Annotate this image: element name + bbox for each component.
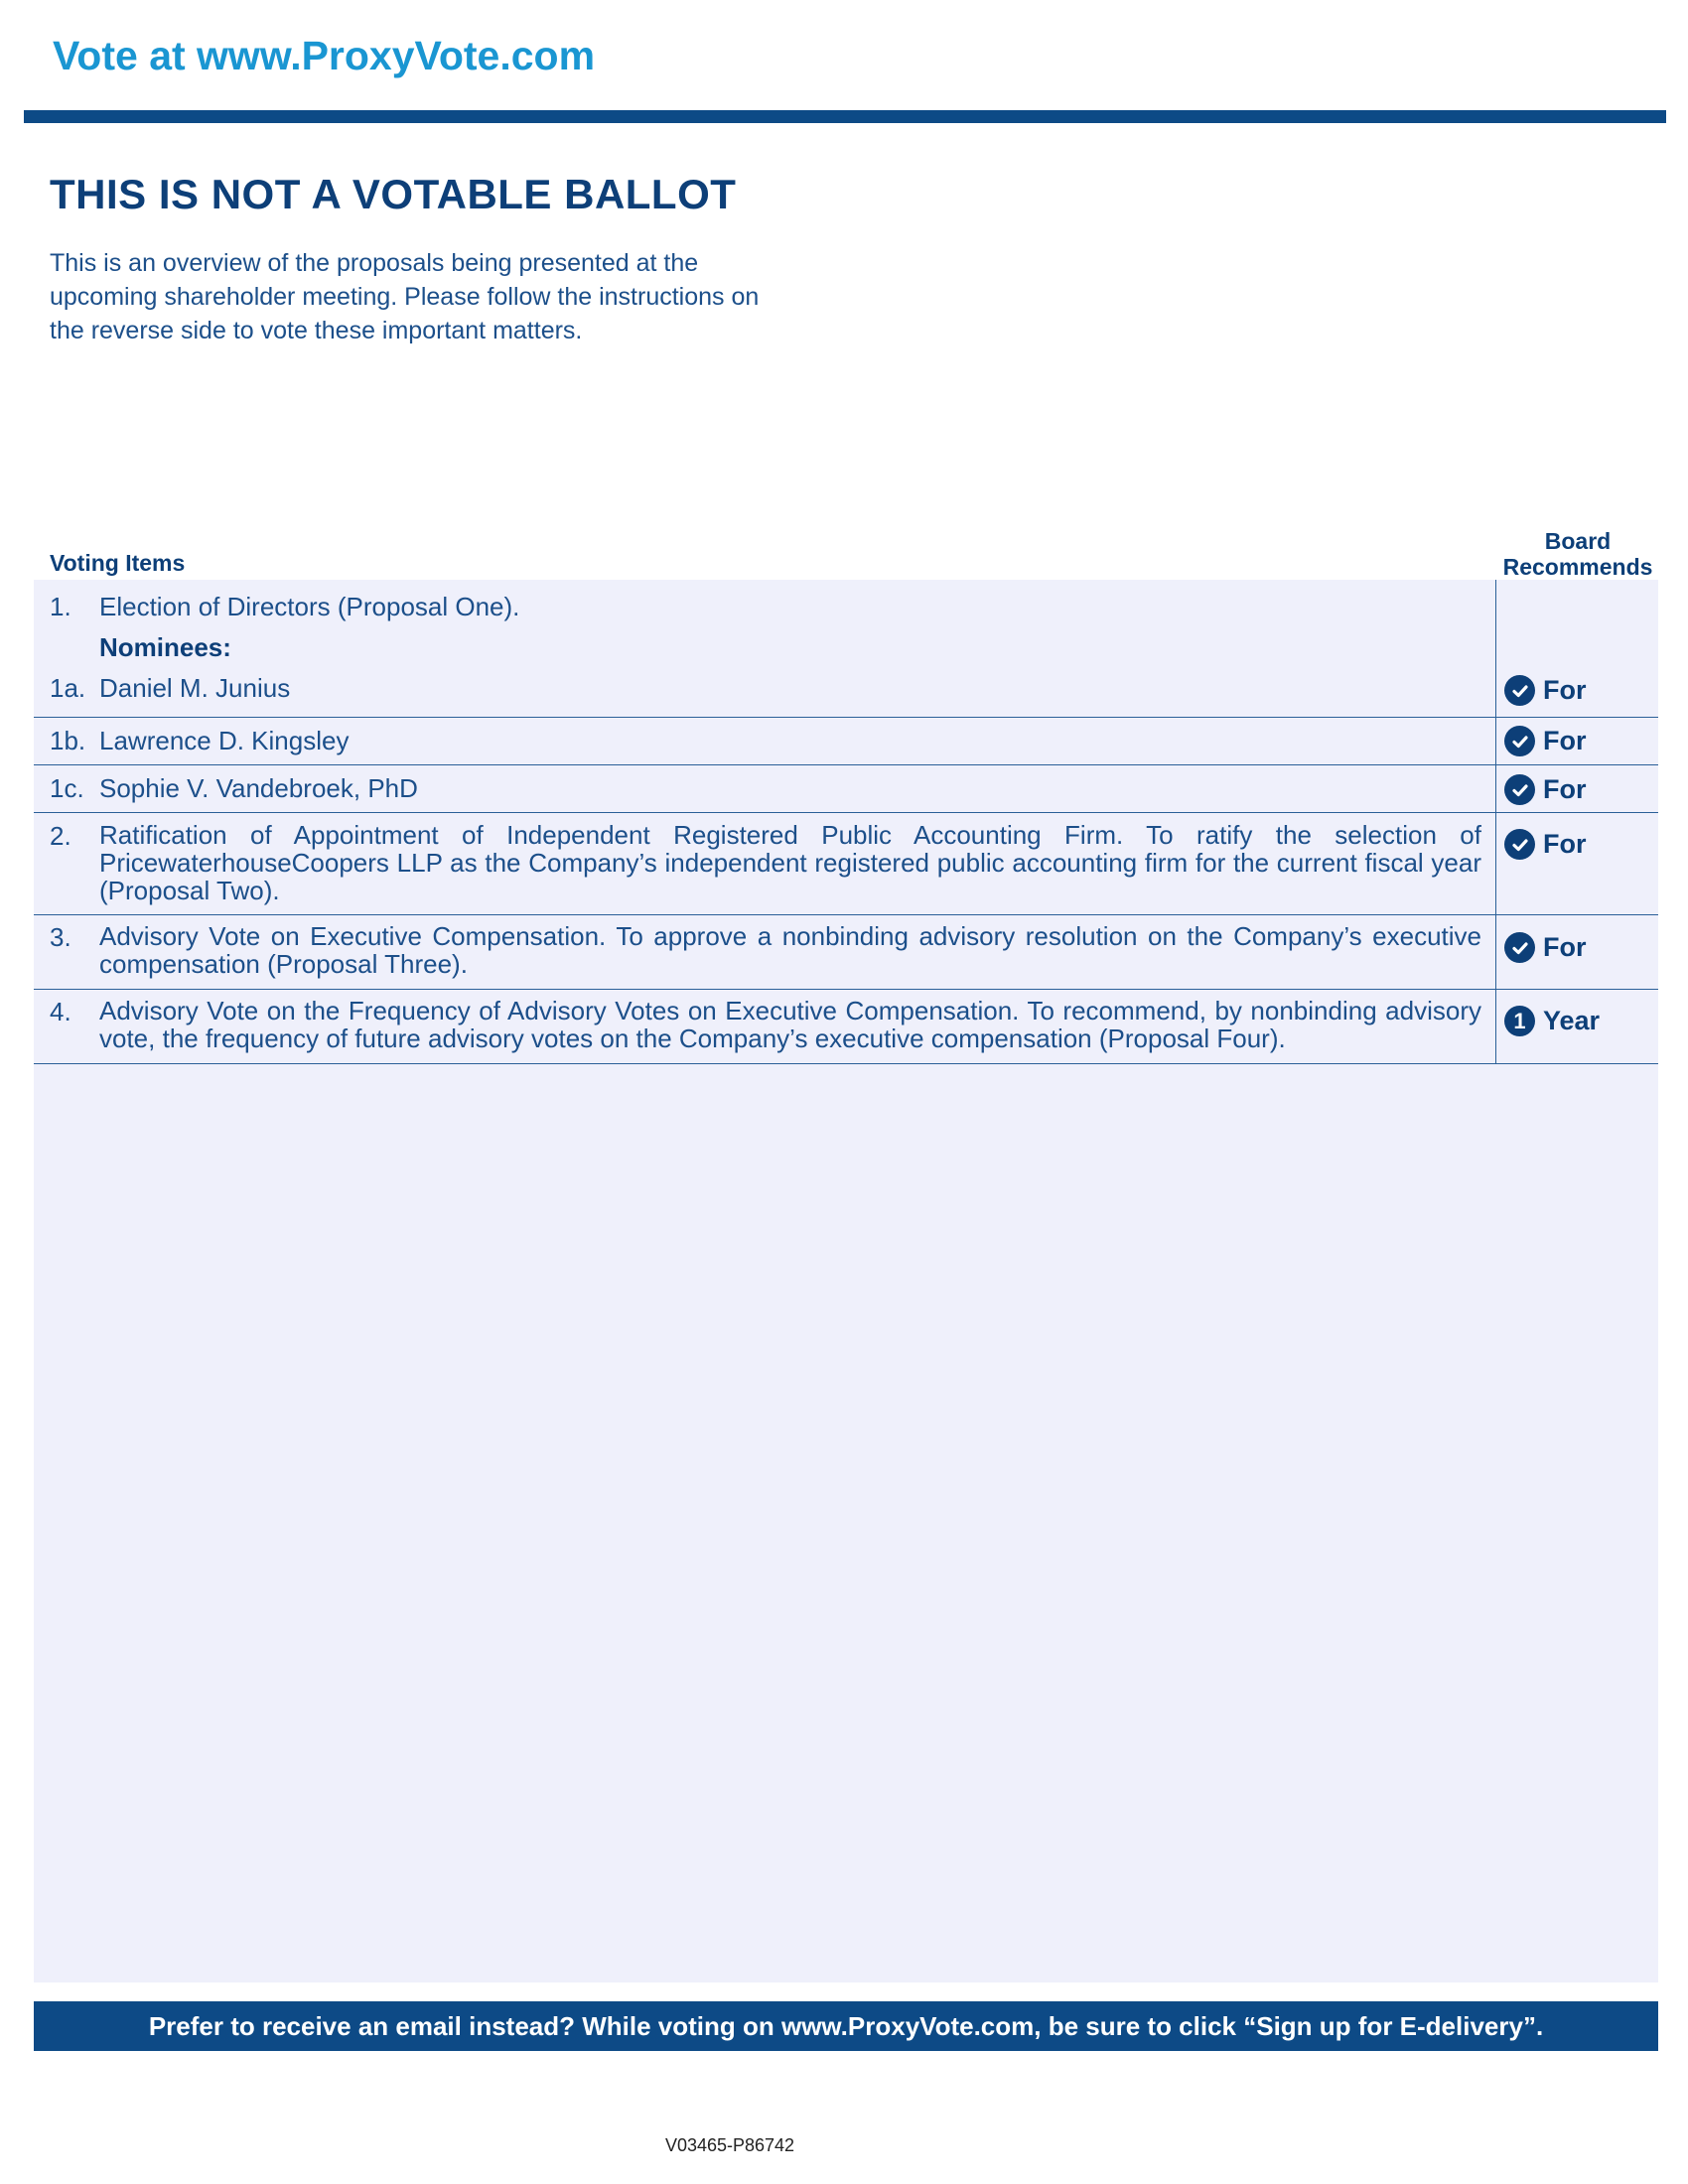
item-1b-text: Lawrence D. Kingsley	[99, 726, 350, 755]
check-circle-icon	[1504, 774, 1535, 805]
nominees-heading: Nominees:	[99, 632, 231, 662]
number-circle-icon	[1504, 1006, 1535, 1036]
column-header-board: Board	[1544, 528, 1612, 554]
item-1a-recommendation-cell	[1495, 580, 1659, 717]
item-1a-recommendation-label: For	[1543, 675, 1587, 705]
item-2-recommendation	[1504, 829, 1587, 860]
check-circle-icon	[1504, 675, 1535, 706]
table-row-item-1	[34, 580, 1658, 718]
check-circle-icon	[1504, 829, 1535, 860]
table-row-item-2	[34, 813, 1658, 915]
item-4-recommendation-cell	[1495, 990, 1659, 1063]
item-3-text: Advisory Vote on Executive Compensation. To approve a nonbinding advisory resolution on the Company’s executive compensation (Proposal Three).	[99, 921, 1481, 979]
intro-line-3: the reverse side to vote these important matters.	[50, 317, 583, 344]
document-code: V03465-P86742	[664, 2135, 795, 2155]
item-3-recommendation	[1504, 932, 1587, 963]
e-delivery-banner	[34, 2001, 1658, 2051]
item-2-recommendation-label: For	[1543, 829, 1587, 859]
table-row-item-3	[34, 915, 1658, 990]
intro-text	[50, 246, 864, 347]
item-4-recommendation	[1504, 1006, 1600, 1036]
item-3-recommendation-cell	[1495, 915, 1659, 989]
check-circle-icon	[1504, 726, 1535, 756]
page-title: THIS IS NOT A VOTABLE BALLOT	[50, 171, 737, 217]
item-1a-number: 1a.	[50, 673, 86, 703]
e-delivery-banner-text: Prefer to receive an email instead? While voting on www.ProxyVote.com, be sure to click “Sign up for E-delivery”.	[148, 2010, 1544, 2041]
proxyvote-header-link: Vote at www.ProxyVote.com	[53, 33, 596, 78]
column-header-recommends: Recommends	[1502, 554, 1653, 580]
item-1-number: 1.	[50, 592, 71, 621]
item-1-text: Election of Directors (Proposal One).	[99, 592, 520, 621]
item-1b-recommendation	[1504, 726, 1587, 756]
item-1a-text: Daniel M. Junius	[99, 673, 291, 703]
item-1b-recommendation-label: For	[1543, 726, 1587, 755]
item-1c-text: Sophie V. Vandebroek, PhD	[99, 773, 418, 803]
item-2-recommendation-cell	[1495, 813, 1659, 914]
item-1c-number: 1c.	[50, 773, 84, 803]
header-rule	[24, 110, 1666, 123]
item-1c-recommendation-cell	[1495, 765, 1659, 812]
table-row-item-1b	[34, 718, 1658, 765]
table-row-item-4	[34, 990, 1658, 1064]
item-1b-number: 1b.	[50, 726, 86, 755]
table-row-item-1c	[34, 765, 1658, 813]
item-4-number: 4.	[50, 997, 71, 1026]
check-circle-icon	[1504, 932, 1535, 963]
item-1c-recommendation-label: For	[1543, 774, 1587, 804]
column-header-voting-items: Voting Items	[50, 550, 186, 576]
item-1b-recommendation-cell	[1495, 718, 1659, 764]
item-2-number: 2.	[50, 821, 71, 851]
item-4-recommendation-label: Year	[1543, 1006, 1601, 1035]
item-4-recommendation-number: 1	[1513, 1008, 1526, 1033]
item-2-text: Ratification of Appointment of Independent Registered Public Accounting Firm. To ratify the selection of PricewaterhouseCoopers LLP as the Company’s independent registered public accounting firm for the current fiscal year (Proposal Two).	[99, 820, 1481, 905]
item-4-text: Advisory Vote on the Frequency of Advisory Votes on Executive Compensation. To recommend, by nonbinding advisory vote, the frequency of future advisory votes on the Company’s executive compensation (Proposal Four).	[99, 996, 1481, 1053]
column-header-board-recommends	[1483, 528, 1672, 580]
item-1c-recommendation	[1504, 774, 1587, 805]
intro-line-1: This is an overview of the proposals being presented at the	[50, 249, 699, 277]
intro-line-2: upcoming shareholder meeting. Please follow the instructions on	[50, 283, 760, 311]
item-3-number: 3.	[50, 922, 71, 952]
item-1a-recommendation	[1504, 675, 1587, 706]
item-3-recommendation-label: For	[1543, 932, 1587, 962]
voting-items-table	[34, 580, 1658, 1064]
